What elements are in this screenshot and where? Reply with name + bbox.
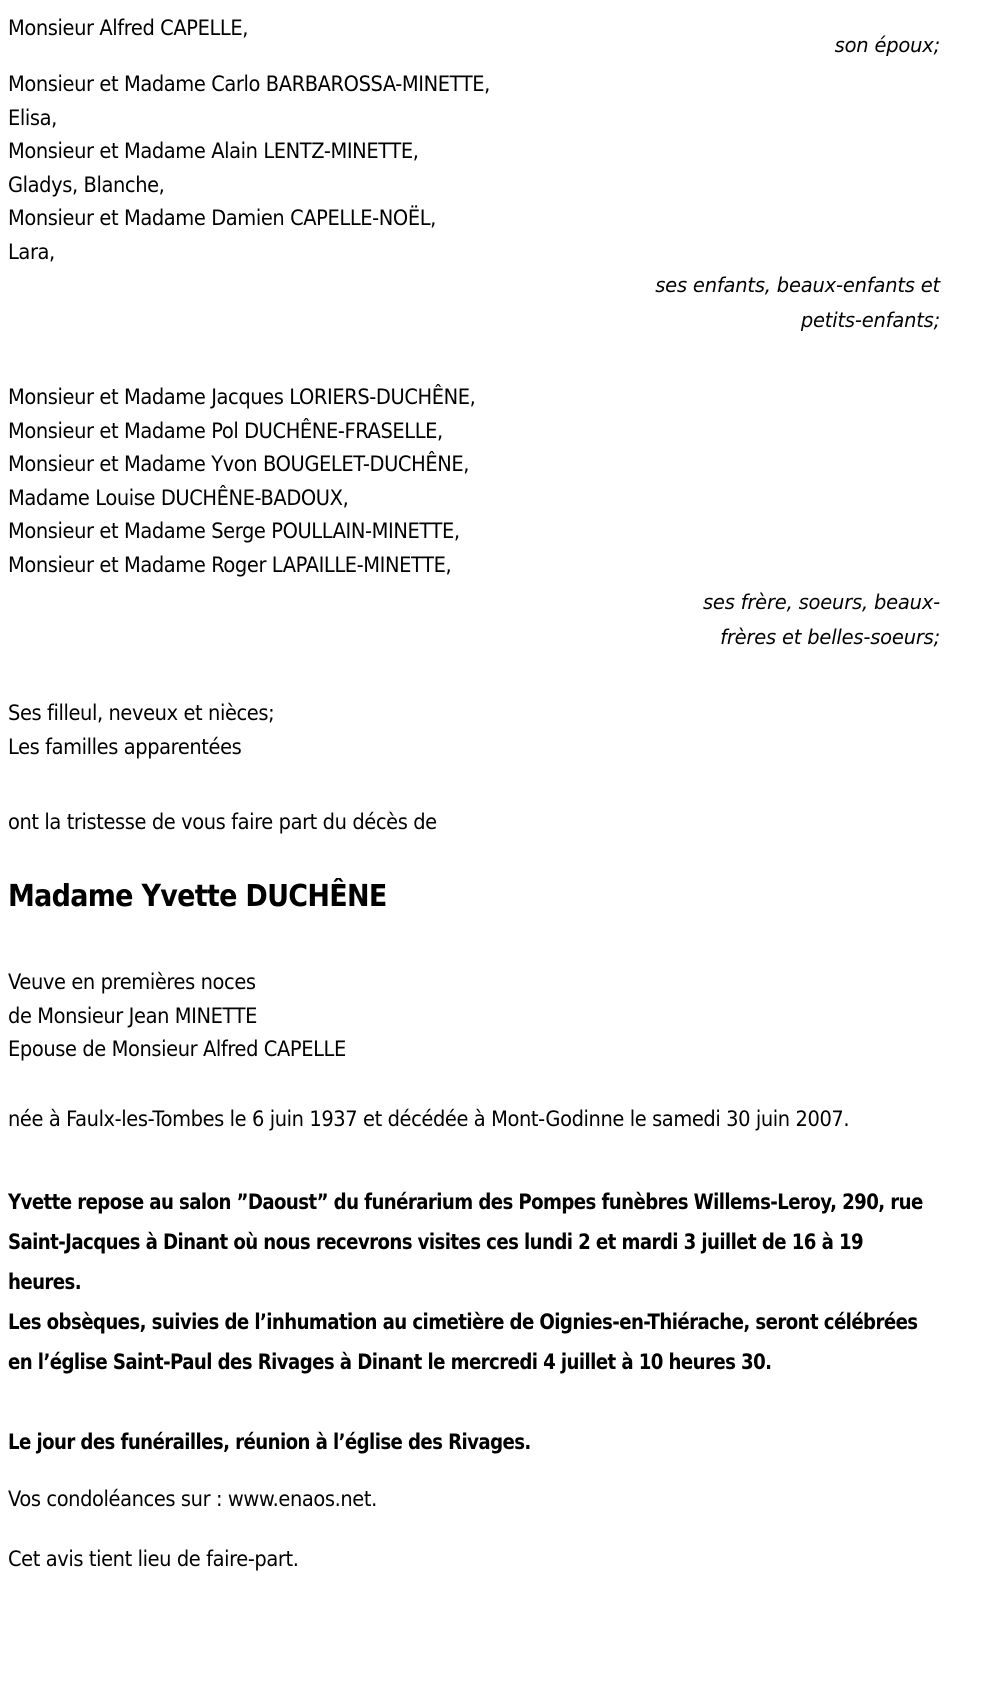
birth-death-paragraph: née à Faulx-les-Tombes le 6 juin 1937 et décédée à Mont-Godinne le samedi 30 juin 2007. (8, 1107, 850, 1132)
marital-status-line: Veuve en premières noces (8, 970, 256, 995)
spouse-relation-label: son époux; (834, 33, 940, 57)
faire-part-notice: Cet avis tient lieu de faire-part. (8, 1547, 299, 1572)
gathering-paragraph: Le jour des funérailles, réunion à l’église des Rivages. (8, 1430, 531, 1455)
child-name-line: Elisa, (8, 105, 57, 131)
sibling-name-line: Monsieur et Madame Pol DUCHÊNE-FRASELLE, (8, 418, 443, 444)
announcement-intro: ont la tristesse de vous faire part du décès de (8, 810, 437, 835)
other-relatives-line: Ses filleul, neveux et nièces; (8, 701, 275, 726)
child-name-line: Monsieur et Madame Damien CAPELLE-NOËL, (8, 206, 436, 231)
siblings-relation-label: ses frère, soeurs, beaux-frères et belles-soeurs; (702, 590, 940, 649)
child-name-line: Lara, (8, 239, 55, 265)
marital-status-line: Epouse de Monsieur Alfred CAPELLE (8, 1037, 346, 1062)
children-names-block (8, 68, 642, 269)
sibling-name-line: Madame Louise DUCHÊNE-BADOUX, (8, 485, 349, 511)
deceased-name-heading: Madame Yvette DUCHÊNE (8, 879, 387, 914)
sibling-name-line: Monsieur et Madame Serge POULLAIN-MINETTE, (8, 519, 460, 544)
marital-status-block (8, 966, 642, 1067)
sibling-name-line: Monsieur et Madame Yvon BOUGELET-DUCHÊNE, (8, 452, 470, 477)
children-relation-label: ses enfants, beaux-enfants et petits-enfants; (655, 273, 940, 332)
visitation-paragraph: Yvette repose au salon ”Daoust” du funérarium des Pompes funèbres Willems-Leroy, 290, rue Saint-Jacques à Dinant où nous recevrons visites ces lundi 2 et mardi 3 juillet de 16 à 19 heures. (8, 1190, 923, 1295)
child-name-line: Monsieur et Madame Alain LENTZ-MINETTE, (8, 139, 419, 164)
ceremony-paragraph: Les obsèques, suivies de l’inhumation au cimetière de Oignies-en-Thiérache, seront célébrées en l’église Saint-Paul des Rivages à Dinant le mercredi 4 juillet à 10 heures 30. (8, 1310, 918, 1375)
other-relatives-line: Les familles apparentées (8, 734, 242, 760)
child-name-line: Gladys, Blanche, (8, 172, 165, 198)
marital-status-line: de Monsieur Jean MINETTE (8, 1003, 258, 1029)
siblings-names-block (8, 381, 642, 582)
spouse-name-line: Monsieur Alfred CAPELLE, (8, 16, 249, 41)
other-relatives-block (8, 697, 642, 764)
sibling-name-line: Monsieur et Madame Roger LAPAILLE-MINETTE, (8, 552, 452, 578)
sibling-name-line: Monsieur et Madame Jacques LORIERS-DUCHÊNE, (8, 385, 476, 410)
child-name-line: Monsieur et Madame Carlo BARBAROSSA-MINETTE, (8, 72, 490, 97)
condolences-line: Vos condoléances sur : www.enaos.net. (8, 1487, 377, 1512)
